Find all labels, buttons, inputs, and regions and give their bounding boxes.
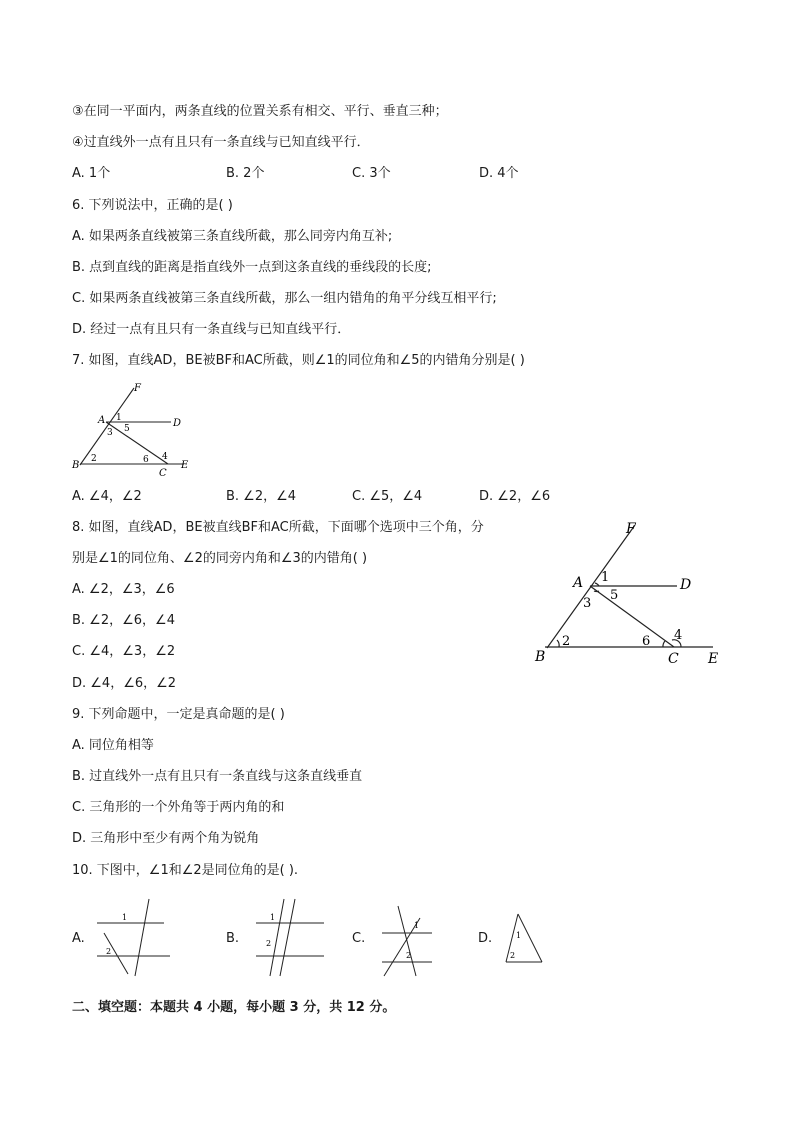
- q8-figure: [525, 515, 730, 670]
- q7-option-c[interactable]: C. ∠5，∠4: [352, 489, 423, 504]
- q10-figure-a[interactable]: [92, 896, 172, 980]
- q9-option-a[interactable]: A. 同位角相等: [72, 738, 154, 753]
- q8-label-a: A: [573, 575, 584, 591]
- q5-option-c[interactable]: C. 3个: [352, 166, 391, 181]
- q7-label-f: F: [134, 383, 141, 394]
- q10a-angle-1: 1: [122, 913, 128, 922]
- q8-stem-line2: 别是∠1的同位角、∠2的同旁内角和∠3的内错角( ): [72, 551, 368, 566]
- q10-stem: 10. 下图中，∠1和∠2是同位角的是( ).: [72, 863, 299, 878]
- q8-option-c[interactable]: C. ∠4，∠3，∠2: [72, 644, 176, 659]
- q7-angle-5: 5: [124, 424, 130, 434]
- q10c-angle-1: 1: [414, 921, 420, 930]
- q8-label-e: E: [708, 651, 719, 667]
- q10b-angle-1: 1: [270, 913, 276, 922]
- q7-label-a: A: [98, 415, 106, 426]
- q7-label-b: B: [72, 460, 80, 471]
- q7-option-d[interactable]: D. ∠2，∠6: [479, 489, 551, 504]
- q9-option-d[interactable]: D. 三角形中至少有两个角为锐角: [72, 831, 260, 846]
- q7-label-d: D: [173, 418, 182, 429]
- q9-stem: 9. 下列命题中，一定是真命题的是( ): [72, 707, 285, 722]
- statement-3: ③在同一平面内，两条直线的位置关系有相交、平行、垂直三种；: [72, 104, 448, 119]
- q9-option-c[interactable]: C. 三角形的一个外角等于两内角的和: [72, 800, 285, 815]
- q5-option-d[interactable]: D. 4个: [479, 166, 519, 181]
- q5-option-a[interactable]: A. 1个: [72, 166, 111, 181]
- q10d-angle-2: 2: [510, 951, 516, 960]
- q7-angle-1: 1: [116, 413, 122, 423]
- q10a-angle-2: 2: [106, 947, 112, 956]
- q8-option-d[interactable]: D. ∠4，∠6，∠2: [72, 676, 177, 691]
- q10b-angle-2: 2: [266, 939, 272, 948]
- q7-option-a[interactable]: A. ∠4，∠2: [72, 489, 142, 504]
- q6-stem: 6. 下列说法中，正确的是( ): [72, 198, 233, 213]
- q10-option-d-label[interactable]: D.: [478, 931, 493, 946]
- q10c-angle-2: 2: [406, 951, 412, 960]
- section-2-heading: 二、填空题：本题共 4 小题，每小题 3 分，共 12 分。: [72, 1000, 396, 1015]
- q8-angle-5: 5: [610, 588, 619, 603]
- q8-stem-line1: 8. 如图，直线AD，BE被直线BF和AC所截，下面哪个选项中三个角，分: [72, 520, 484, 535]
- q10-option-c-label[interactable]: C.: [352, 931, 366, 946]
- q7-label-c: C: [159, 468, 167, 479]
- q9-option-b[interactable]: B. 过直线外一点有且只有一条直线与这条直线垂直: [72, 769, 363, 784]
- q8-label-d: D: [680, 577, 692, 593]
- q7-angle-2: 2: [91, 454, 97, 464]
- q10-option-a-label[interactable]: A.: [72, 931, 85, 946]
- q5-option-b[interactable]: B. 2个: [226, 166, 265, 181]
- q7-options: [72, 488, 592, 506]
- q7-angle-3: 3: [107, 428, 113, 438]
- q10-option-b-label[interactable]: B.: [226, 931, 240, 946]
- q6-option-d[interactable]: D. 经过一点有且只有一条直线与已知直线平行．: [72, 322, 351, 337]
- q7-option-b[interactable]: B. ∠2，∠4: [226, 489, 297, 504]
- q10d-angle-1: 1: [516, 931, 522, 940]
- q7-angle-4: 4: [162, 452, 168, 462]
- q7-label-e: E: [181, 460, 189, 471]
- q8-label-b: B: [535, 649, 546, 665]
- q5-options: [72, 165, 592, 183]
- q10-figure-c[interactable]: [376, 896, 456, 980]
- q8-angle-6: 6: [642, 634, 651, 649]
- q8-angle-1: 1: [601, 570, 610, 585]
- q7-stem: 7. 如图，直线AD，BE被BF和AC所截，则∠1的同位角和∠5的内错角分别是( ): [72, 353, 525, 368]
- q8-label-c: C: [668, 651, 679, 667]
- q10-figure-b[interactable]: [250, 896, 330, 980]
- q6-option-c[interactable]: C. 如果两条直线被第三条直线所截，那么一组内错角的角平分线互相平行;: [72, 291, 497, 306]
- q8-angle-3: 3: [583, 596, 592, 611]
- q6-option-b[interactable]: B. 点到直线的距离是指直线外一点到这条直线的垂线段的长度;: [72, 260, 432, 275]
- q7-angle-6: 6: [143, 455, 149, 465]
- q8-option-a[interactable]: A. ∠2，∠3，∠6: [72, 582, 175, 597]
- q7-figure: [66, 380, 196, 480]
- statement-4: ④过直线外一点有且只有一条直线与已知直线平行．: [72, 135, 370, 150]
- q8-angle-2: 2: [562, 634, 571, 649]
- q8-option-b[interactable]: B. ∠2，∠6，∠4: [72, 613, 175, 628]
- q8-angle-4: 4: [674, 628, 683, 643]
- q6-option-a[interactable]: A. 如果两条直线被第三条直线所截，那么同旁内角互补;: [72, 229, 393, 244]
- q8-label-f: F: [626, 521, 636, 537]
- q10-figure-d[interactable]: [500, 896, 560, 980]
